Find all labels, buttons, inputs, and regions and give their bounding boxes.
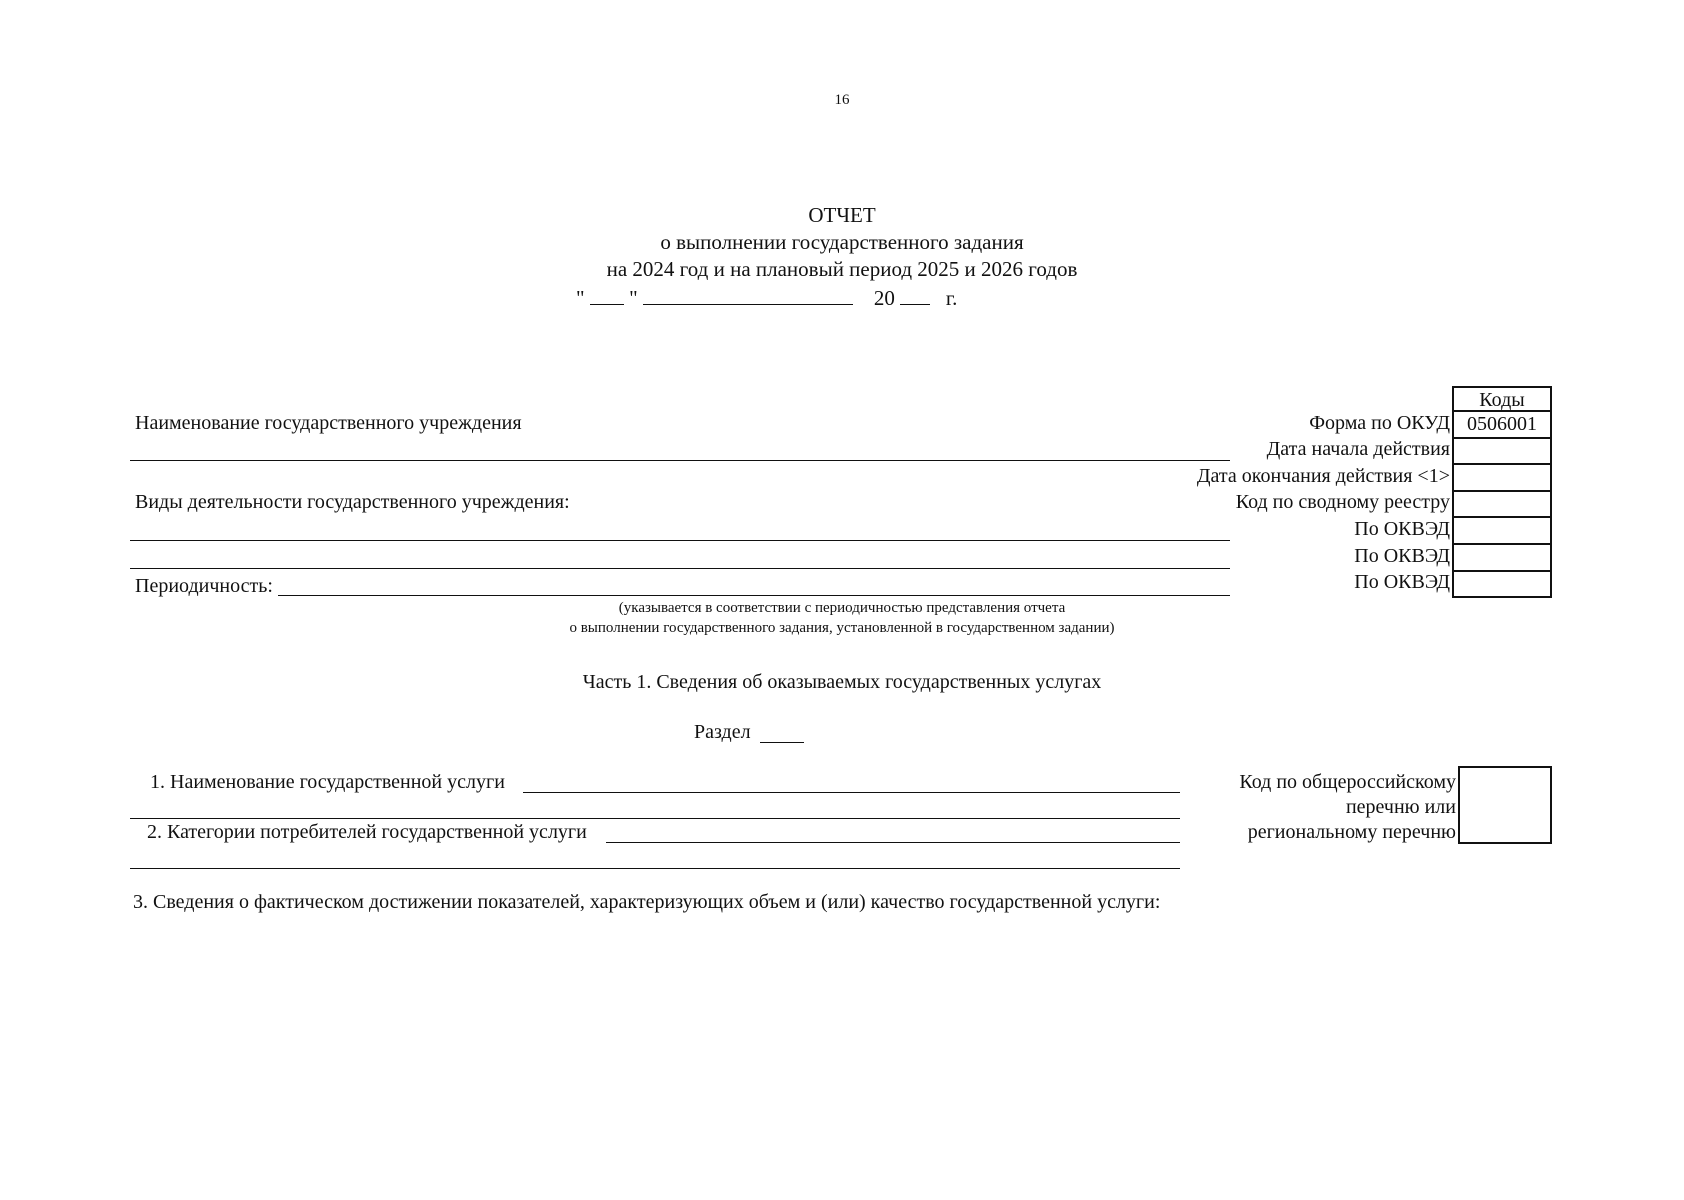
year-prefix: 20 [873,286,895,310]
indicators-label: 3. Сведения о фактическом достижении показателей, характеризующих объем и (или) качество государственной услуги: [133,891,1161,913]
periodicity-note-2: о выполнении государственного задания, установленной в государственном задании) [569,620,1115,636]
periodicity-note-1: (указывается в соответствии с периодичностью представления отчета [618,600,1066,616]
consumer-categories-line-2[interactable] [130,868,1180,869]
codes-row-registry [1453,491,1551,518]
codes-row-okved-3 [1453,571,1551,598]
okved-label-2: По ОКВЭД [1354,545,1450,567]
codes-table [1452,410,1552,598]
periodicity-label: Периодичность: [135,575,273,597]
end-date-label: Дата окончания действия <1> [1196,465,1450,487]
activity-types-line-2[interactable] [130,568,1230,569]
registry-code-cell[interactable] [1453,491,1551,518]
part1-heading: Часть 1. Сведения об оказываемых государственных услугах [582,671,1102,693]
okud-code-cell[interactable]: 0506001 [1453,411,1551,438]
codes-row-okved-2 [1453,544,1551,571]
activity-types-label: Виды деятельности государственного учреждения: [135,491,570,513]
registry-list-code-box[interactable] [1458,766,1552,844]
codes-row-end-date [1453,464,1551,491]
consumer-categories-label: 2. Категории потребителей государственной услуги [147,821,587,843]
institution-name-line[interactable] [130,460,1230,461]
service-name-line[interactable] [523,792,1180,793]
codes-row-start-date [1453,438,1551,465]
okved-label-1: По ОКВЭД [1354,518,1450,540]
codes-row-okud [1453,411,1551,438]
report-date-line [576,284,957,311]
consumer-categories-line[interactable] [606,842,1180,843]
registry-list-code-label-3: региональному перечню [1247,821,1456,843]
okved-cell-2[interactable] [1453,544,1551,571]
okud-label: Форма по ОКУД [1309,412,1450,434]
day-blank[interactable] [590,284,624,305]
codes-header [1452,386,1552,412]
okved-cell-3[interactable] [1453,571,1551,598]
activity-types-line-1[interactable] [130,540,1230,541]
service-name-line-2[interactable] [130,818,1180,819]
service-name-label: 1. Наименование государственной услуги [150,771,505,793]
codes-header-label: Коды [1479,389,1525,411]
registry-code-label: Код по сводному реестру [1235,491,1450,513]
registry-list-code-label-2: перечню или [1345,796,1456,818]
report-title: ОТЧЕТ [808,203,876,227]
institution-name-label: Наименование государственного учреждения [135,412,522,434]
registry-list-code-label-1: Код по общероссийскому [1239,771,1456,793]
page-number: 16 [834,92,850,108]
section-number-line[interactable] [760,742,804,743]
end-date-cell[interactable] [1453,464,1551,491]
year-blank[interactable] [900,284,930,305]
report-subtitle: о выполнении государственного задания [660,230,1024,254]
okved-label-3: По ОКВЭД [1354,571,1450,593]
codes-row-okved-1 [1453,517,1551,544]
report-period: на 2024 год и на плановый период 2025 и 2026 годов [606,257,1078,281]
month-blank[interactable] [643,284,853,305]
date-open-quote: " [576,286,585,310]
date-close-quote: " [629,286,638,310]
start-date-cell[interactable] [1453,438,1551,465]
section-label: Раздел [694,721,751,743]
date-suffix: г. [945,286,958,310]
periodicity-line[interactable] [278,595,1230,596]
start-date-label: Дата начала действия [1266,438,1450,460]
okved-cell-1[interactable] [1453,517,1551,544]
